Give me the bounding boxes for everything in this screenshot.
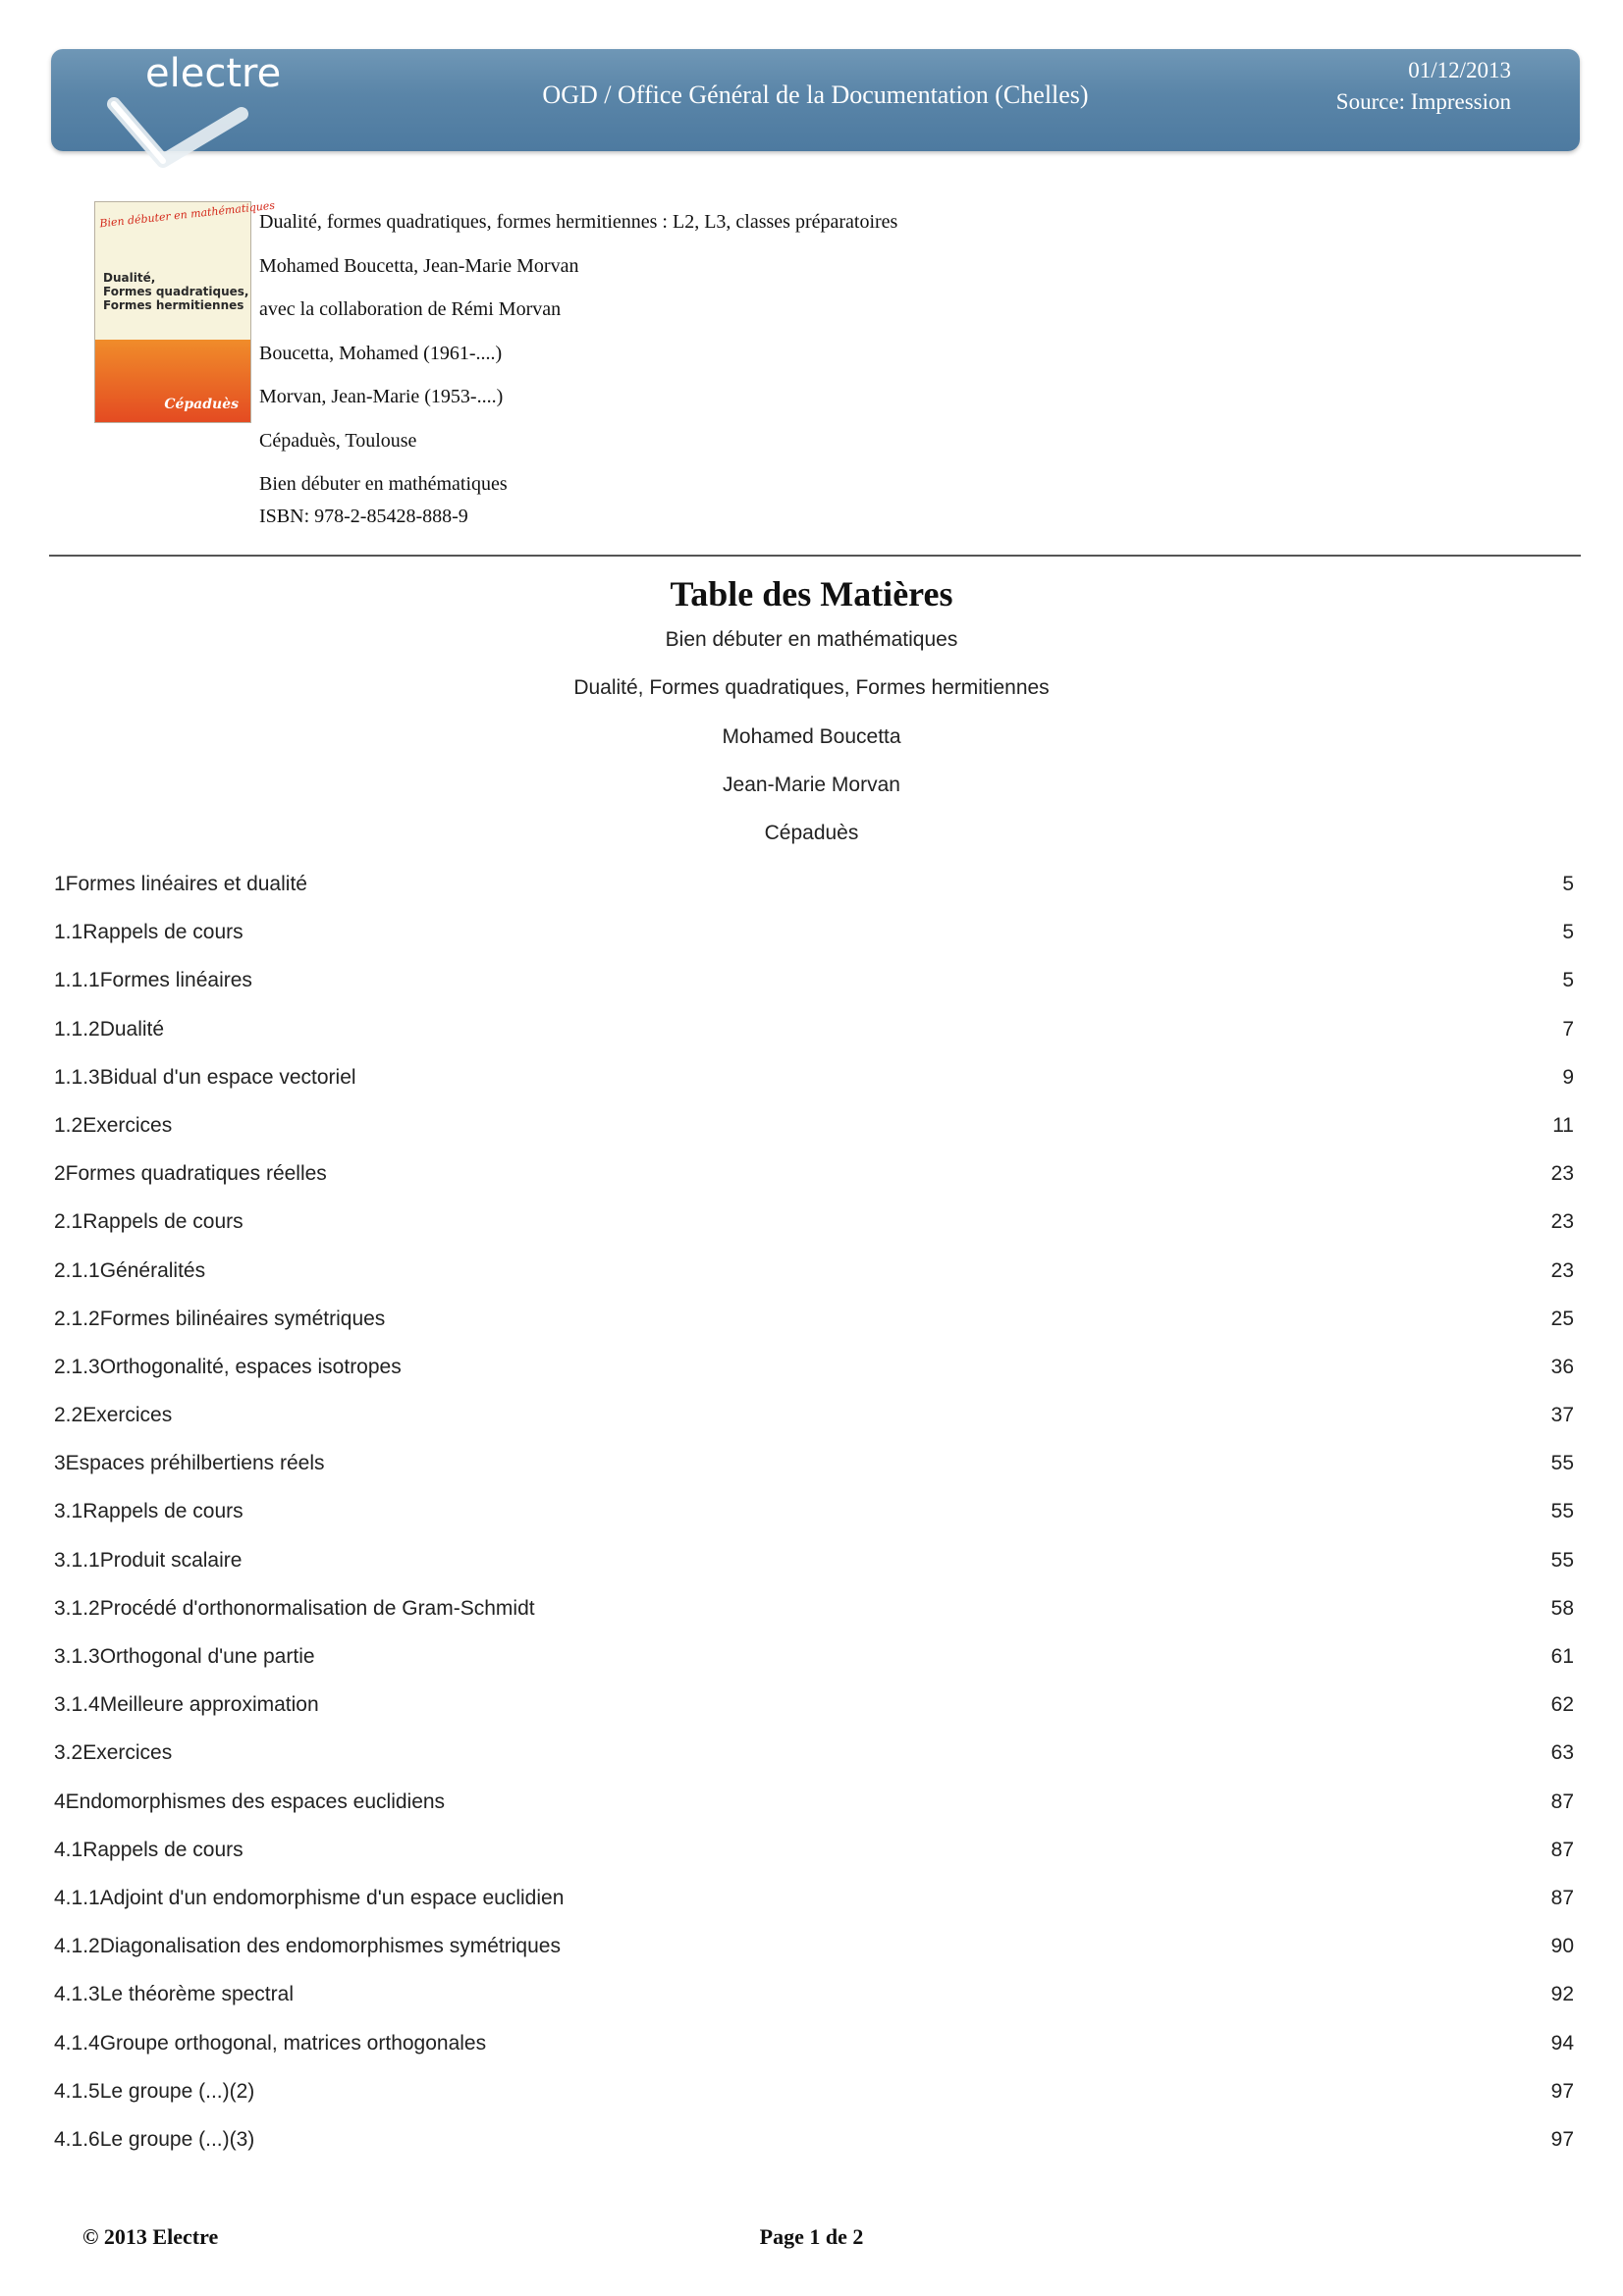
toc-entry-label: 4.1.5Le groupe (...)(2)	[54, 2079, 255, 2103]
book-authors: Mohamed Boucetta, Jean-Marie Morvan	[259, 254, 579, 277]
toc-entry-label: 3.1.3Orthogonal d'une partie	[54, 1645, 315, 1668]
toc-entry-label: 2.1.3Orthogonalité, espaces isotropes	[54, 1355, 402, 1378]
toc-entry-page: 23	[1550, 1162, 1574, 1186]
cover-title-line: Dualité,	[103, 271, 156, 285]
toc-entry-page: 5	[1562, 969, 1574, 992]
toc-entry[interactable]	[54, 966, 1574, 1014]
toc-entry[interactable]	[54, 918, 1574, 966]
toc-entry-label: 4Endomorphismes des espaces euclidiens	[54, 1789, 446, 1813]
toc-entry-label: 3.2Exercices	[54, 1741, 173, 1765]
toc-entry-page: 37	[1550, 1404, 1574, 1427]
toc-entry-label: 4.1.3Le théorème spectral	[54, 1983, 294, 2006]
toc-entry[interactable]	[54, 1207, 1574, 1255]
toc-entry[interactable]	[54, 1497, 1574, 1545]
toc-entry-label: 2.1Rappels de cours	[54, 1210, 243, 1234]
print-source: Source: Impression	[1335, 89, 1511, 114]
book-metadata	[259, 210, 897, 549]
toc-subtitle: Bien débuter en mathématiques	[665, 628, 958, 651]
cover-publisher-logo: Cépaduès	[164, 397, 239, 412]
toc-entry-label: 4.1.6Le groupe (...)(3)	[54, 2127, 255, 2151]
toc-subtitle: Jean-Marie Morvan	[723, 774, 900, 796]
toc-entry-label: 3.1.1Produit scalaire	[54, 1548, 243, 1572]
toc-entry[interactable]	[54, 870, 1574, 918]
toc-entry-label: 4.1.1Adjoint d'un endomorphisme d'un espace euclidien	[54, 1886, 565, 1909]
toc-entry-label: 1.1Rappels de cours	[54, 921, 243, 944]
toc-entry-label: 1.1.1Formes linéaires	[54, 969, 252, 992]
toc-entry-page: 7	[1562, 1017, 1574, 1041]
toc-entry[interactable]	[54, 2125, 1574, 2173]
toc-subtitle: Dualité, Formes quadratiques, Formes hermitiennes	[573, 676, 1050, 699]
toc-entry[interactable]	[54, 1980, 1574, 2028]
toc-entry-page: 87	[1550, 1838, 1574, 1861]
toc-entry-label: 4.1.2Diagonalisation des endomorphismes symétriques	[54, 1935, 561, 1958]
toc-entry-page: 5	[1562, 873, 1574, 895]
toc-entry-page: 94	[1550, 2031, 1574, 2055]
toc-entry-label: 3.1.2Procédé d'orthonormalisation de Gram-Schmidt	[54, 1596, 535, 1620]
toc-entry-page: 23	[1550, 1210, 1574, 1234]
toc-entry-page: 5	[1562, 921, 1574, 944]
book-collaboration: avec la collaboration de Rémi Morvan	[259, 298, 562, 320]
divider	[49, 555, 1581, 557]
toc-entry[interactable]	[54, 1788, 1574, 1836]
toc-entry[interactable]	[54, 1063, 1574, 1111]
author-2: Morvan, Jean-Marie (1953-....)	[259, 386, 504, 407]
toc-entry[interactable]	[54, 1015, 1574, 1063]
organization-name: OGD / Office Général de la Documentation (Chelles)	[542, 80, 1089, 109]
toc-entry-page: 55	[1550, 1452, 1574, 1475]
toc-entry-page: 36	[1550, 1355, 1574, 1378]
toc-entry-label: 1.1.2Dualité	[54, 1017, 165, 1041]
toc-entry-label: 3.1.4Meilleure approximation	[54, 1693, 319, 1717]
toc-entry[interactable]	[54, 2077, 1574, 2125]
toc-entry-label: 2.2Exercices	[54, 1404, 173, 1427]
toc-entry-label: 3Espaces préhilbertiens réels	[54, 1452, 325, 1475]
toc-entry-page: 55	[1550, 1500, 1574, 1523]
toc-entry-page: 9	[1562, 1065, 1574, 1089]
cover-title	[103, 271, 249, 312]
toc-entry-page: 55	[1550, 1548, 1574, 1572]
toc-entry[interactable]	[54, 1642, 1574, 1690]
toc-entry-page: 97	[1550, 2127, 1574, 2151]
toc-entry[interactable]	[54, 2029, 1574, 2077]
electre-logo	[94, 45, 291, 183]
toc-entry-page: 25	[1550, 1307, 1574, 1330]
toc-entry-page: 23	[1550, 1258, 1574, 1282]
toc-subtitle: Mohamed Boucetta	[722, 725, 901, 748]
toc-entry-label: 1.2Exercices	[54, 1113, 173, 1137]
toc-entry-page: 90	[1550, 1935, 1574, 1958]
toc-entry-page: 87	[1550, 1789, 1574, 1813]
toc-entry[interactable]	[54, 1305, 1574, 1353]
cover-title-line: Formes quadratiques,	[103, 285, 249, 298]
footer-copyright: © 2013 Electre	[82, 2224, 219, 2249]
toc-entry-label: 4.1Rappels de cours	[54, 1838, 243, 1861]
toc-entry[interactable]	[54, 1884, 1574, 1932]
toc-entry[interactable]	[54, 1738, 1574, 1787]
toc-entry-page: 61	[1550, 1645, 1574, 1668]
toc-entry-page: 62	[1550, 1693, 1574, 1717]
toc-entry-label: 2Formes quadratiques réelles	[54, 1162, 327, 1186]
toc-entry[interactable]	[54, 1401, 1574, 1449]
logo-wordmark: electre	[145, 51, 282, 96]
toc-entry-page: 97	[1550, 2079, 1574, 2103]
toc-entry-page: 63	[1550, 1741, 1574, 1765]
toc-entry[interactable]	[54, 1353, 1574, 1401]
book-isbn: ISBN: 978-2-85428-888-9	[259, 506, 468, 527]
toc-entry[interactable]	[54, 1546, 1574, 1594]
toc-entry-page: 11	[1552, 1113, 1574, 1137]
toc-entry[interactable]	[54, 1449, 1574, 1497]
toc-entry[interactable]	[54, 1256, 1574, 1305]
toc-entry[interactable]	[54, 1932, 1574, 1980]
toc-entry-label: 4.1.4Groupe orthogonal, matrices orthogonales	[54, 2031, 487, 2055]
toc-entry[interactable]	[54, 1594, 1574, 1642]
toc-entry-page: 92	[1550, 1983, 1574, 2006]
toc-list	[54, 870, 1574, 2173]
cover-title-line: Formes hermitiennes	[103, 298, 244, 312]
footer-page-info: Page 1 de 2	[759, 2224, 864, 2249]
author-1: Boucetta, Mohamed (1961-....)	[259, 342, 503, 364]
toc-entry-label: 2.1.2Formes bilinéaires symétriques	[54, 1307, 386, 1330]
toc-entry-label: 2.1.1Généralités	[54, 1258, 206, 1282]
toc-entry[interactable]	[54, 1690, 1574, 1738]
toc-entry-page: 58	[1550, 1596, 1574, 1620]
cover-bottom	[95, 340, 250, 422]
toc-entry-page: 87	[1550, 1886, 1574, 1909]
cover-top	[95, 198, 276, 340]
toc-entry[interactable]	[54, 1111, 1574, 1159]
toc-entry-label: 3.1Rappels de cours	[54, 1500, 243, 1523]
book-publisher: Cépaduès, Toulouse	[259, 429, 417, 452]
toc-entry[interactable]	[54, 1159, 1574, 1207]
toc-entry[interactable]	[54, 1836, 1574, 1884]
toc-entry-label: 1.1.3Bidual d'un espace vectoriel	[54, 1065, 356, 1089]
toc-title: Table des Matières	[670, 574, 953, 614]
print-date: 01/12/2013	[1408, 58, 1511, 82]
book-series: Bien débuter en mathématiques	[259, 473, 508, 495]
cover-series: Bien débuter en mathématiques	[98, 198, 276, 231]
header-info	[1336, 55, 1511, 118]
toc-entry-label: 1Formes linéaires et dualité	[54, 873, 307, 895]
toc-subtitle: Cépaduès	[764, 822, 859, 844]
book-title: Dualité, formes quadratiques, formes hermitiennes : L2, L3, classes préparatoires	[259, 211, 898, 233]
book-cover[interactable]	[94, 198, 276, 423]
header-banner	[51, 49, 1580, 151]
